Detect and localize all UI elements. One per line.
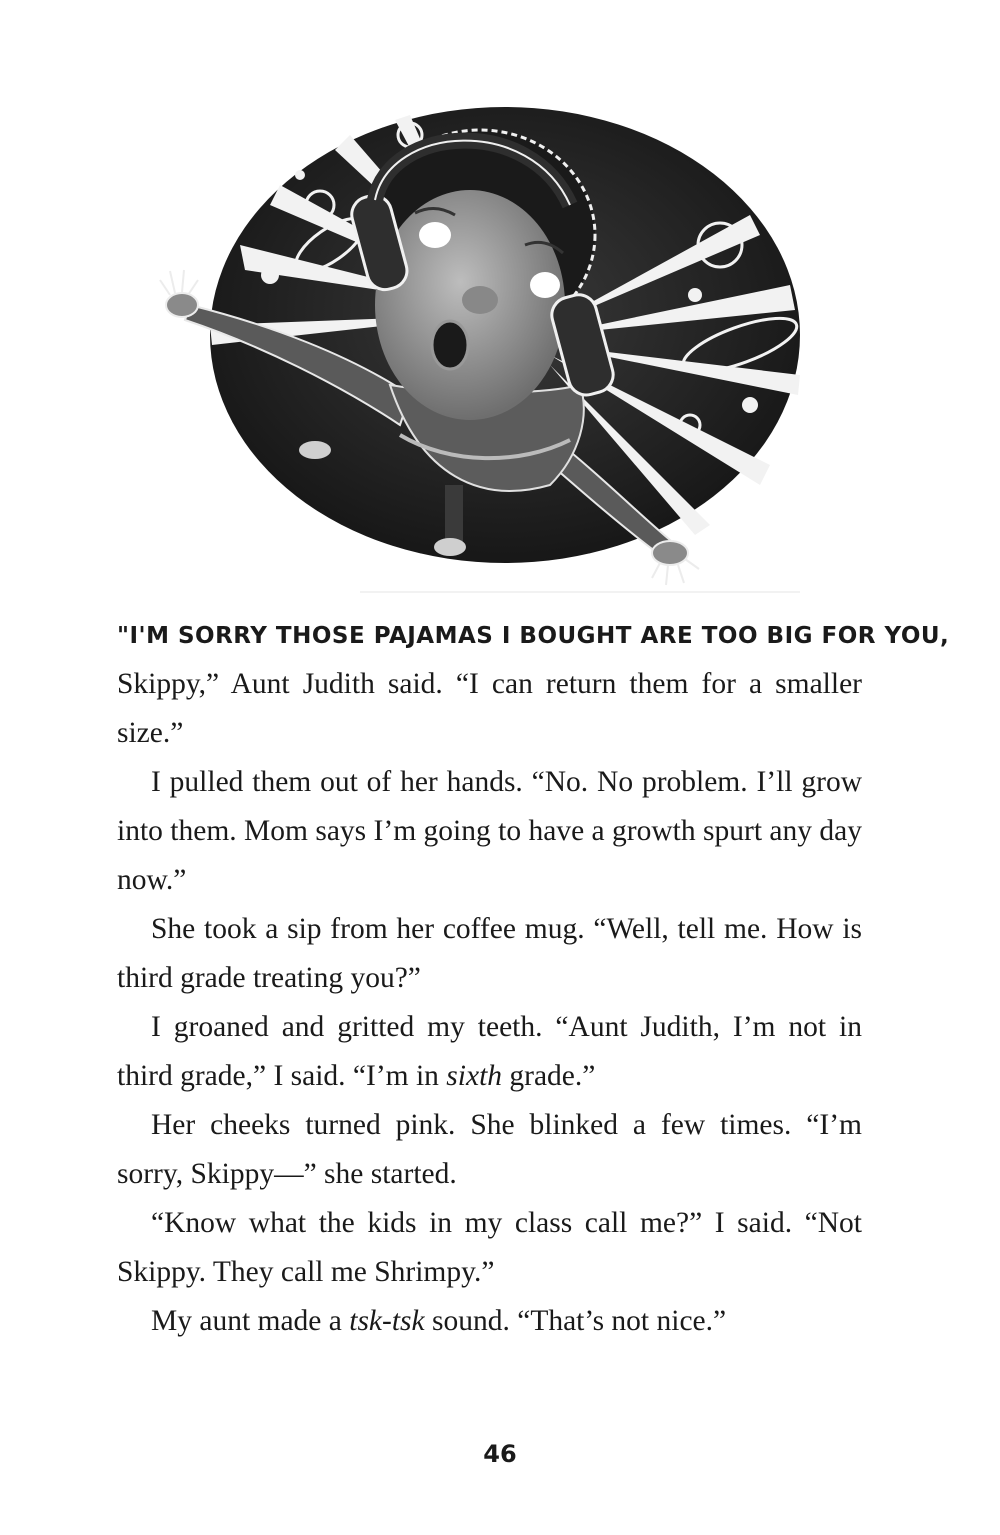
paragraph-4-text-end: grade.” (502, 1060, 596, 1092)
chapter-illustration (150, 95, 850, 595)
paragraph-4 (117, 1003, 862, 1101)
paragraph-2-text: I pulled them out of her hands. “No. No problem. I’ll grow into them. Mom says I’m going to have a growth spurt any day now.” (117, 766, 862, 896)
paragraph-7-text-end: sound. “That’s not nice.” (424, 1305, 727, 1337)
paragraph-6 (117, 1199, 862, 1297)
paragraph-3-text: She took a sip from her coffee mug. “Well, tell me. How is third grade treating you?” (117, 913, 862, 994)
screaming-boy-headphones-icon (150, 95, 850, 595)
paragraph-5-text: Her cheeks turned pink. She blinked a few times. “I’m sorry, Skippy—” she started. (117, 1109, 862, 1190)
paragraph-1-text: Skippy,” Aunt Judith said. “I can return them for a smaller size.” (117, 668, 862, 749)
paragraph-7-text: My aunt made a (151, 1305, 350, 1337)
paragraph-4-text: I groaned and gritted my teeth. “Aunt Judith, I’m not in third grade,” I said. “I’m in (117, 1011, 862, 1092)
paragraph-1 (117, 660, 862, 758)
paragraph-7 (117, 1297, 862, 1346)
opening-small-caps: "I'M SORRY THOSE PAJAMAS I BOUGHT ARE TOO BIG FOR YOU, (117, 623, 950, 649)
paragraph-5 (117, 1101, 862, 1199)
paragraph-3 (117, 905, 862, 1003)
paragraph-4-emphasis: sixth (446, 1060, 503, 1092)
body-text (117, 616, 950, 1346)
paragraph-6-text: “Know what the kids in my class call me?” I said. “Not Skippy. They call me Shrimpy.” (117, 1207, 862, 1288)
paragraph-7-emphasis: tsk-tsk (349, 1305, 425, 1337)
paragraph-2 (117, 758, 862, 905)
page-number: 46 (483, 1440, 517, 1468)
